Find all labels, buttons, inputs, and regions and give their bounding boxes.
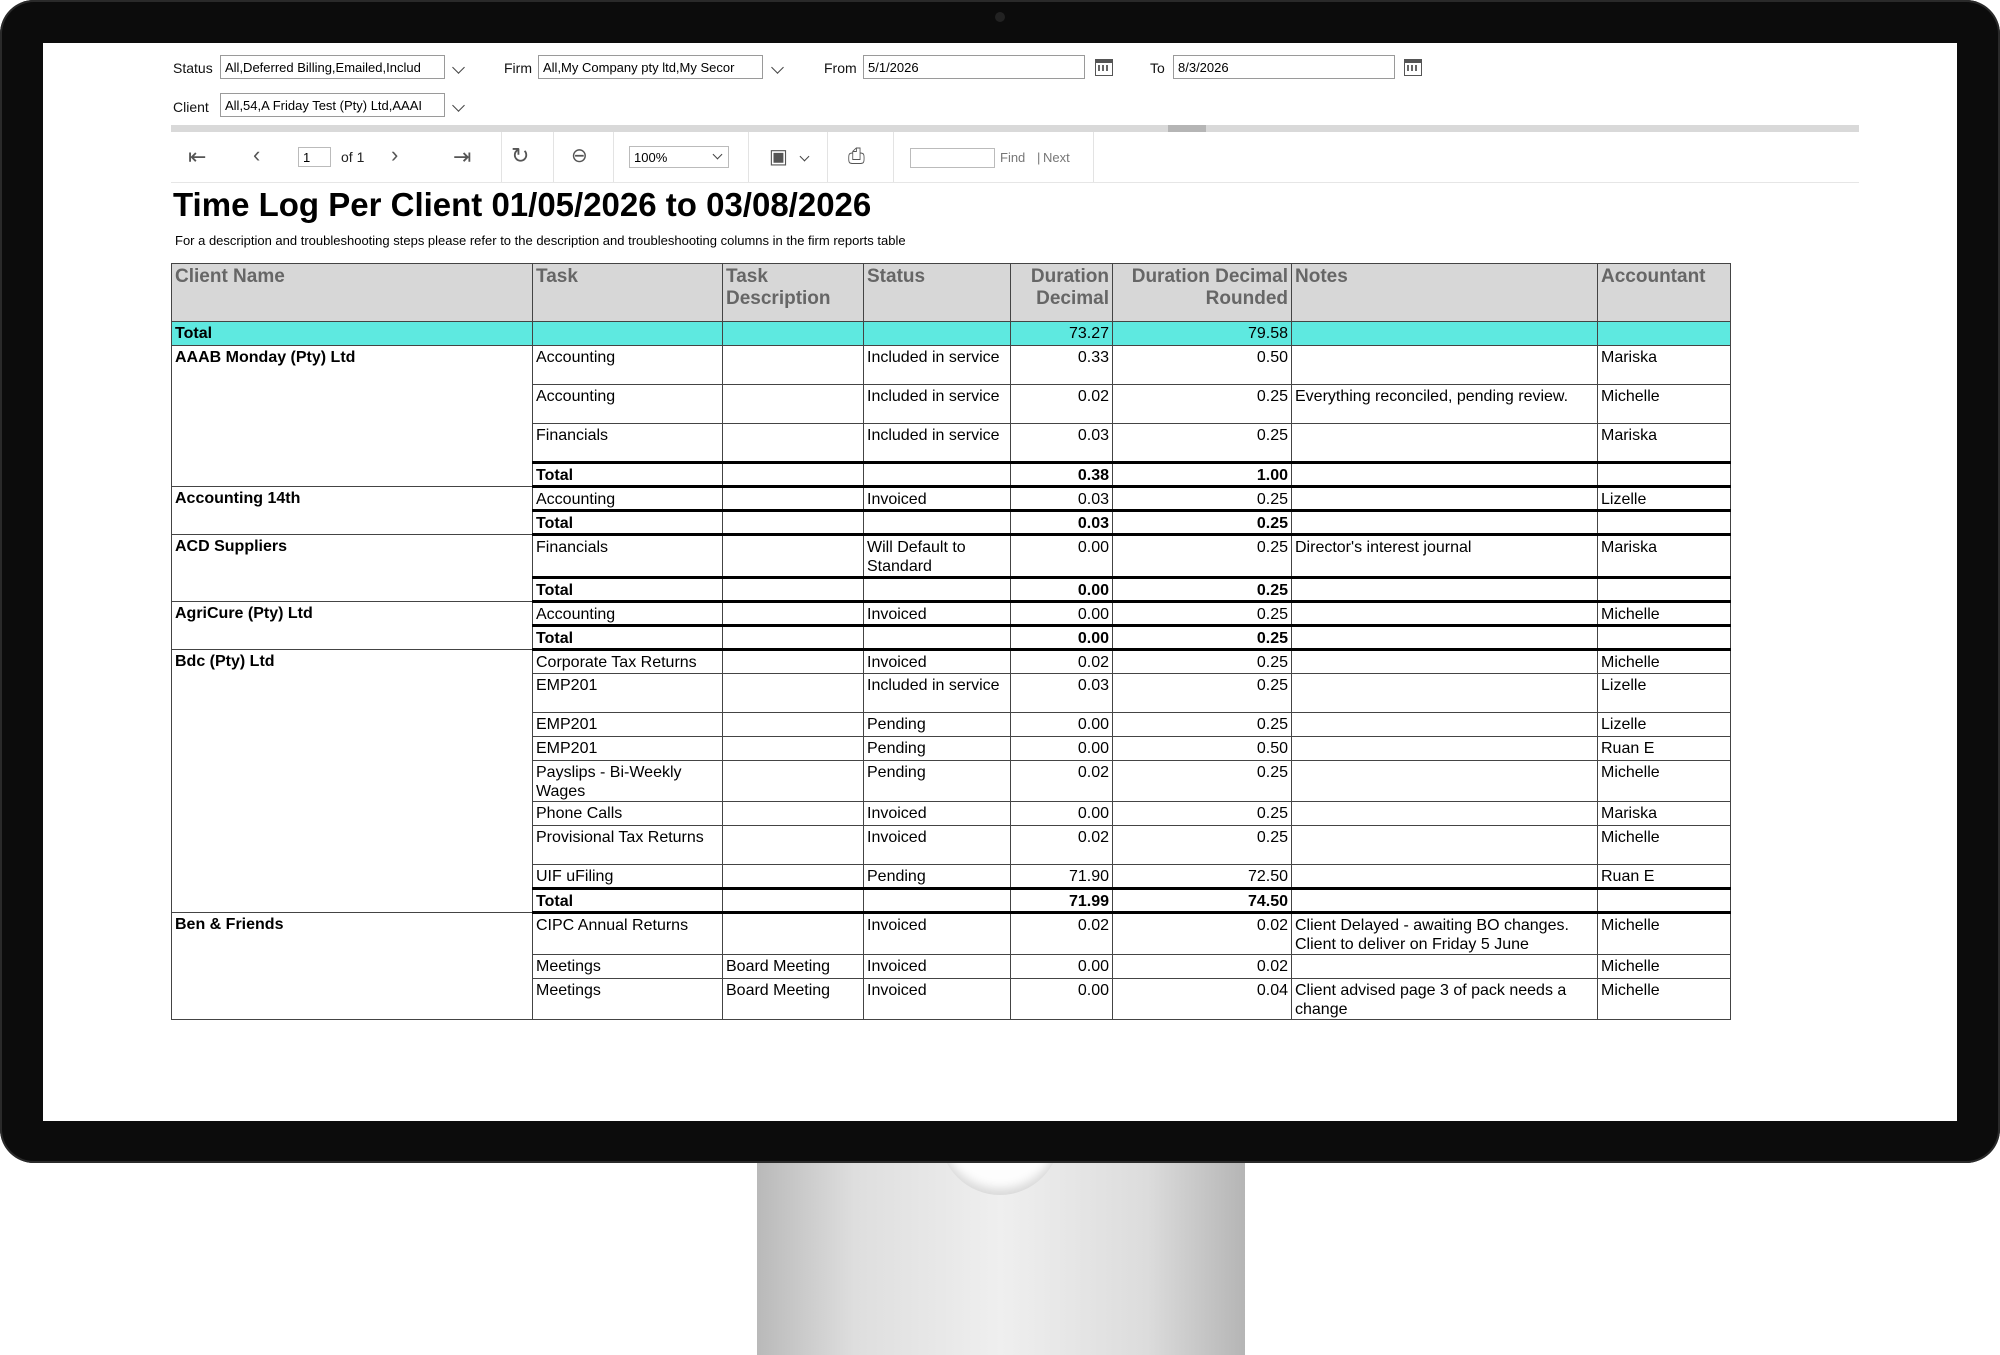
table-row	[172, 650, 1731, 674]
notes-cell: Client advised page 3 of pack needs a change	[1292, 979, 1598, 1020]
task-cell: Accounting	[533, 602, 723, 626]
duration-cell: 0.02	[1011, 385, 1113, 424]
column-header-notes: Notes	[1292, 264, 1598, 322]
status-cell: Invoiced	[864, 955, 1011, 979]
rounded-cell: 0.50	[1113, 346, 1292, 385]
status-label: Status	[173, 60, 213, 76]
accountant-cell: Ruan E	[1598, 865, 1731, 889]
duration-cell: 0.02	[1011, 650, 1113, 674]
rounded-cell: 0.50	[1113, 737, 1292, 761]
status-cell: Invoiced	[864, 650, 1011, 674]
duration-cell: 0.03	[1011, 674, 1113, 713]
page-count: of 1	[341, 149, 365, 165]
status-cell: Included in service	[864, 424, 1011, 463]
task-description-cell	[723, 802, 864, 826]
time-log-table	[171, 263, 1731, 1020]
previous-page-icon[interactable]: ‹	[253, 142, 261, 167]
page-number-input[interactable]: 1	[298, 147, 331, 167]
accountant-cell: Mariska	[1598, 424, 1731, 463]
status-cell: Invoiced	[864, 826, 1011, 865]
client-name-cell: AAAB Monday (Pty) Ltd	[172, 346, 533, 487]
client-select[interactable]: All,54,A Friday Test (Pty) Ltd,AAAI	[220, 93, 445, 117]
find-next-button[interactable]: Next	[1043, 150, 1070, 165]
task-cell: Accounting	[533, 346, 723, 385]
client-total-label: Total	[533, 626, 723, 650]
notes-cell: Client Delayed - awaiting BO changes. Client to deliver on Friday 5 June	[1292, 913, 1598, 955]
client-total-duration: 0.00	[1011, 626, 1113, 650]
from-calendar-icon[interactable]	[1095, 59, 1113, 76]
notes-cell	[1292, 865, 1598, 889]
client-label: Client	[173, 99, 209, 115]
column-header-client-name: Client Name	[172, 264, 533, 322]
status-cell: Will Default to Standard	[864, 535, 1011, 578]
client-name-cell: AgriCure (Pty) Ltd	[172, 602, 533, 650]
accountant-cell: Michelle	[1598, 955, 1731, 979]
accountant-cell: Ruan E	[1598, 737, 1731, 761]
toolbar-separator	[893, 132, 894, 182]
duration-cell: 0.02	[1011, 826, 1113, 865]
status-cell: Pending	[864, 713, 1011, 737]
duration-cell: 71.90	[1011, 865, 1113, 889]
task-description-cell	[723, 487, 864, 511]
client-total-rounded: 0.25	[1113, 511, 1292, 535]
to-calendar-icon[interactable]	[1404, 59, 1422, 76]
to-date-input[interactable]: 8/3/2026	[1173, 55, 1395, 79]
firm-label: Firm	[504, 60, 532, 76]
task-cell: Payslips - Bi-Weekly Wages	[533, 761, 723, 802]
rounded-cell: 0.25	[1113, 713, 1292, 737]
task-description-cell	[723, 826, 864, 865]
find-input[interactable]	[910, 148, 995, 168]
notes-cell	[1292, 346, 1598, 385]
rounded-cell: 0.25	[1113, 761, 1292, 802]
rounded-cell: 0.04	[1113, 979, 1292, 1020]
report-viewer-screen	[43, 43, 1957, 1121]
accountant-cell: Michelle	[1598, 602, 1731, 626]
client-total-label: Total	[533, 463, 723, 487]
find-button[interactable]: Find	[1000, 150, 1026, 165]
grand-total-duration: 73.27	[1011, 322, 1113, 346]
task-description-cell: Board Meeting	[723, 955, 864, 979]
client-total-label: Total	[533, 511, 723, 535]
splitter-grip-icon[interactable]	[1168, 125, 1206, 132]
task-cell: EMP201	[533, 737, 723, 761]
notes-cell	[1292, 802, 1598, 826]
client-total-rounded: 0.25	[1113, 578, 1292, 602]
duration-cell: 0.03	[1011, 487, 1113, 511]
grand-total-row	[172, 322, 1731, 346]
task-cell: Financials	[533, 424, 723, 463]
duration-cell: 0.03	[1011, 424, 1113, 463]
client-total-rounded: 74.50	[1113, 889, 1292, 913]
table-row	[172, 535, 1731, 578]
rounded-cell: 0.25	[1113, 385, 1292, 424]
rounded-cell: 0.25	[1113, 487, 1292, 511]
status-select[interactable]: All,Deferred Billing,Emailed,Includ	[220, 55, 445, 79]
rounded-cell: 72.50	[1113, 865, 1292, 889]
status-cell: Invoiced	[864, 487, 1011, 511]
task-description-cell	[723, 535, 864, 578]
column-header-duration-decimal: Duration Decimal	[1011, 264, 1113, 322]
notes-cell	[1292, 602, 1598, 626]
task-description-cell	[723, 713, 864, 737]
task-cell: Provisional Tax Returns	[533, 826, 723, 865]
notes-cell	[1292, 713, 1598, 737]
back-icon[interactable]: ⊖	[571, 145, 588, 167]
table-row	[172, 346, 1731, 385]
rounded-cell: 0.25	[1113, 826, 1292, 865]
column-header-duration-rounded: Duration Decimal Rounded	[1113, 264, 1292, 322]
task-cell: Meetings	[533, 979, 723, 1020]
notes-cell	[1292, 674, 1598, 713]
from-date-input[interactable]: 5/1/2026	[863, 55, 1085, 79]
task-description-cell	[723, 737, 864, 761]
table-row	[172, 487, 1731, 511]
next-page-icon[interactable]: ›	[391, 142, 399, 167]
accountant-cell: Lizelle	[1598, 674, 1731, 713]
notes-cell	[1292, 761, 1598, 802]
duration-cell: 0.02	[1011, 913, 1113, 955]
last-page-icon[interactable]: ⇥	[453, 144, 472, 169]
firm-dropdown-chevron-icon[interactable]	[771, 61, 784, 74]
client-name-cell: Ben & Friends	[172, 913, 533, 1020]
toolbar-separator	[1093, 132, 1094, 182]
notes-cell	[1292, 487, 1598, 511]
rounded-cell: 0.02	[1113, 913, 1292, 955]
task-description-cell	[723, 346, 864, 385]
toolbar-separator	[553, 132, 554, 182]
column-header-task-description: Task Description	[723, 264, 864, 322]
task-cell: Meetings	[533, 955, 723, 979]
task-cell: UIF uFiling	[533, 865, 723, 889]
duration-cell: 0.00	[1011, 979, 1113, 1020]
client-dropdown-chevron-icon[interactable]	[452, 99, 465, 112]
grand-total-rounded: 79.58	[1113, 322, 1292, 346]
client-name-cell: Bdc (Pty) Ltd	[172, 650, 533, 913]
toolbar-separator	[748, 132, 749, 182]
task-description-cell	[723, 674, 864, 713]
client-total-duration: 71.99	[1011, 889, 1113, 913]
accountant-cell: Mariska	[1598, 346, 1731, 385]
status-cell: Invoiced	[864, 602, 1011, 626]
table-header-row	[172, 264, 1731, 322]
notes-cell: Director's interest journal	[1292, 535, 1598, 578]
rounded-cell: 0.25	[1113, 674, 1292, 713]
status-cell: Invoiced	[864, 913, 1011, 955]
notes-cell	[1292, 955, 1598, 979]
status-cell: Included in service	[864, 674, 1011, 713]
task-description-cell	[723, 761, 864, 802]
duration-cell: 0.02	[1011, 761, 1113, 802]
duration-cell: 0.00	[1011, 713, 1113, 737]
task-cell: EMP201	[533, 713, 723, 737]
task-description-cell	[723, 602, 864, 626]
status-cell: Included in service	[864, 385, 1011, 424]
notes-cell	[1292, 737, 1598, 761]
first-page-icon[interactable]: ⇤	[188, 144, 207, 169]
camera-dot	[995, 12, 1005, 22]
task-cell: Corporate Tax Returns	[533, 650, 723, 674]
client-total-duration: 0.03	[1011, 511, 1113, 535]
accountant-cell: Michelle	[1598, 979, 1731, 1020]
client-name-cell: Accounting 14th	[172, 487, 533, 535]
client-total-rounded: 0.25	[1113, 626, 1292, 650]
task-description-cell	[723, 650, 864, 674]
client-name-cell: ACD Suppliers	[172, 535, 533, 602]
status-cell: Invoiced	[864, 979, 1011, 1020]
accountant-cell: Mariska	[1598, 802, 1731, 826]
from-label: From	[824, 60, 857, 76]
client-total-label: Total	[533, 578, 723, 602]
accountant-cell: Lizelle	[1598, 713, 1731, 737]
status-cell: Pending	[864, 737, 1011, 761]
rounded-cell: 0.02	[1113, 955, 1292, 979]
refresh-icon[interactable]: ↻	[511, 143, 530, 168]
report-title: Time Log Per Client 01/05/2026 to 03/08/2026	[173, 186, 872, 223]
accountant-cell: Michelle	[1598, 913, 1731, 955]
client-total-duration: 0.38	[1011, 463, 1113, 487]
column-header-status: Status	[864, 264, 1011, 322]
rounded-cell: 0.25	[1113, 602, 1292, 626]
status-cell: Pending	[864, 865, 1011, 889]
notes-cell	[1292, 424, 1598, 463]
task-cell: Accounting	[533, 487, 723, 511]
toolbar-separator	[501, 132, 502, 182]
rounded-cell: 0.25	[1113, 535, 1292, 578]
rounded-cell: 0.25	[1113, 424, 1292, 463]
task-description-cell	[723, 385, 864, 424]
rounded-cell: 0.25	[1113, 650, 1292, 674]
table-row	[172, 913, 1731, 955]
duration-cell: 0.33	[1011, 346, 1113, 385]
accountant-cell: Michelle	[1598, 385, 1731, 424]
accountant-cell: Lizelle	[1598, 487, 1731, 511]
status-dropdown-chevron-icon[interactable]	[452, 61, 465, 74]
task-cell: CIPC Annual Returns	[533, 913, 723, 955]
task-description-cell	[723, 865, 864, 889]
parameter-splitter[interactable]	[171, 125, 1859, 132]
client-total-label: Total	[533, 889, 723, 913]
zoom-select[interactable]: 100%	[629, 146, 729, 168]
accountant-cell: Mariska	[1598, 535, 1731, 578]
report-subtitle: For a description and troubleshooting steps please refer to the description and troubleshooting columns in the firm reports table	[175, 233, 906, 248]
rounded-cell: 0.25	[1113, 802, 1292, 826]
toolbar-separator	[613, 132, 614, 182]
accountant-cell: Michelle	[1598, 650, 1731, 674]
status-cell: Included in service	[864, 346, 1011, 385]
print-icon[interactable]: ⎙	[848, 145, 865, 168]
column-header-accountant: Accountant	[1598, 264, 1731, 322]
duration-cell: 0.00	[1011, 602, 1113, 626]
task-description-cell	[723, 424, 864, 463]
task-cell: EMP201	[533, 674, 723, 713]
duration-cell: 0.00	[1011, 535, 1113, 578]
notes-cell: Everything reconciled, pending review.	[1292, 385, 1598, 424]
to-label: To	[1150, 60, 1165, 76]
task-cell: Phone Calls	[533, 802, 723, 826]
table-row	[172, 602, 1731, 626]
task-cell: Financials	[533, 535, 723, 578]
client-total-duration: 0.00	[1011, 578, 1113, 602]
duration-cell: 0.00	[1011, 955, 1113, 979]
find-divider: |	[1037, 150, 1041, 165]
save-icon[interactable]: ▣	[769, 146, 788, 168]
notes-cell	[1292, 826, 1598, 865]
task-cell: Accounting	[533, 385, 723, 424]
grand-total-label: Total	[172, 322, 533, 346]
accountant-cell: Michelle	[1598, 761, 1731, 802]
status-cell: Invoiced	[864, 802, 1011, 826]
status-cell: Pending	[864, 761, 1011, 802]
firm-select[interactable]: All,My Company pty ltd,My Secor	[538, 55, 763, 79]
accountant-cell: Michelle	[1598, 826, 1731, 865]
duration-cell: 0.00	[1011, 737, 1113, 761]
client-total-rounded: 1.00	[1113, 463, 1292, 487]
column-header-task: Task	[533, 264, 723, 322]
task-description-cell: Board Meeting	[723, 979, 864, 1020]
task-description-cell	[723, 913, 864, 955]
toolbar-separator	[827, 132, 828, 182]
duration-cell: 0.00	[1011, 802, 1113, 826]
notes-cell	[1292, 650, 1598, 674]
